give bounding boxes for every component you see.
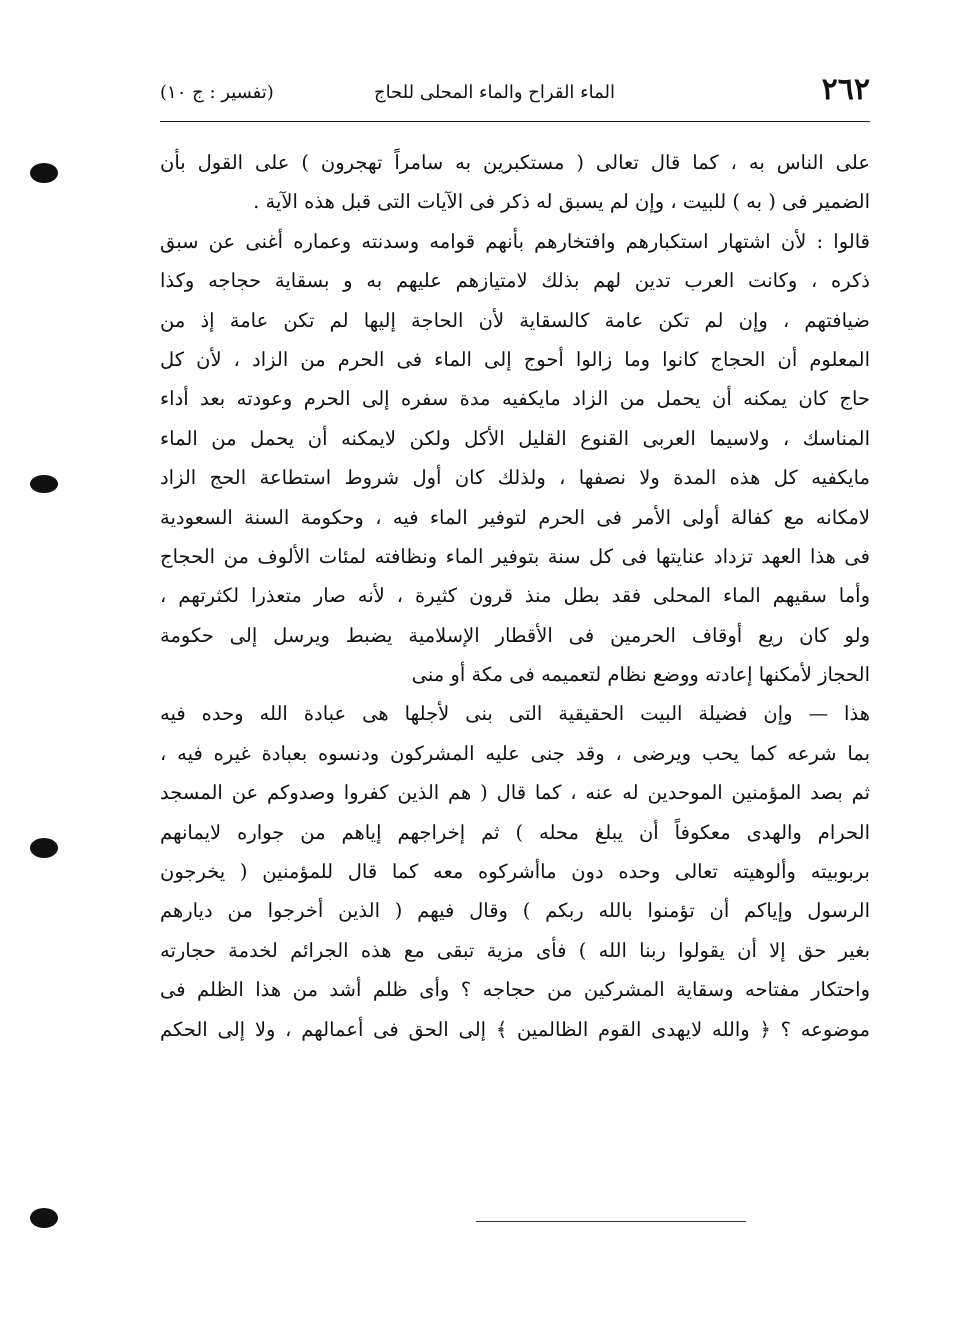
text-line: بغير حق إلا أن يقولوا ربنا الله ) فأى مزية تبقى مع هذه الجرائم لخدمة حجارته	[160, 938, 870, 962]
text-line: ذكره ، وكانت العرب تدين لهم بذلك لامتيازهم عليهم به و بسقاية حجاجه وكذا	[160, 269, 870, 293]
running-title: الماء القراح والماء المحلى للحاج	[373, 82, 615, 103]
verse-overline	[476, 1221, 746, 1222]
text-line: المعلوم أن الحجاج كانوا وما زالوا أحوج إلى الماء فى الحرم من الزاد ، لأن كل	[160, 347, 870, 371]
page-header	[160, 72, 870, 118]
text-line: موضوعه ؟ ﴿ والله لايهدى القوم الظالمين ﴾ إلى الحق فى أعمالهم ، ولا إلى الحكم	[160, 1017, 870, 1041]
text-line: على الناس به ، كما قال تعالى ( مستكبرين به سامراً تهجرون ) على القول بأن	[160, 151, 870, 174]
text-line: واحتكار مفتاحه وسقاية المشركين من حجاجه ؟ وأى ظلم أشد من هذا الظلم فى	[160, 978, 870, 1002]
text-line: الحرام والهدى معكوفاً أن يبلغ محله ) ثم إخراجهم إياهم من جواره لايمانهم	[160, 820, 870, 844]
binding-hole-mark	[30, 163, 58, 183]
text-line: فى هذا العهد تزداد عنايتها فى كل سنة بتوفير الماء ونظافته لمئات الألوف من الحجاج	[160, 544, 870, 568]
text-line: وأما سقيهم الماء المحلى فقد بطل منذ قرون كثيرة ، لأنه صار متعذرا لكثرتهم ،	[160, 584, 870, 608]
body-text	[160, 143, 870, 1049]
text-line: حاج كان يمكنه أن يحمل من الزاد مايكفيه مدة سفره إلى الحرم وعودته بعد أداء	[160, 387, 870, 411]
header-rule	[160, 121, 870, 122]
binding-hole-mark	[30, 475, 58, 493]
page-number: ٢٦٢	[821, 72, 870, 107]
text-line: قالوا : لأن اشتهار استكبارهم وافتخارهم بأنهم قوامه وسدنته وعماره أغنى عن سبق	[160, 229, 870, 253]
text-line: هذا — وإن فضيلة البيت الحقيقية التى بنى لأجلها هى عبادة الله وحده فيه	[160, 702, 870, 726]
binding-hole-mark	[30, 1208, 58, 1228]
text-line: ولو كان ريع أوقاف الحرمين فى الأقطار الإسلامية يضبط ويرسل إلى حكومة	[160, 623, 870, 647]
text-line: المناسك ، ولاسيما العربى القنوع القليل الأكل ولكن لايمكنه أن يحمل من الماء	[160, 426, 870, 450]
text-line: الضمير فى ( به ) للبيت ، وإن لم يسبق له ذكر فى الآيات التى قبل هذه الآية .	[253, 190, 870, 214]
text-line: لامكانه مع كفالة أولى الأمر فى الحرم لتوفير الماء فيه ، وحكومة السنة السعودية	[160, 505, 870, 529]
text-line: ثم بصد المؤمنين الموحدين له عنه ، كما قال ( هم الذين كفروا وصدوكم عن المسجد	[160, 781, 870, 805]
text-line: بربوبيته وألوهيته تعالى وحده دون ماأشركوه معه كما قال للمؤمنين ( يخرجون	[160, 860, 870, 884]
text-line: ضيافتهم ، وإن لم تكن عامة كالسقاية لأن الحاجة إليها لم تكن عامة إذ من	[160, 308, 870, 332]
section-label: (تفسير : ج ١٠)	[160, 82, 274, 103]
binding-hole-mark	[30, 838, 58, 858]
text-line: بما شرعه كما يحب ويرضى ، وقد جنى عليه المشركون ودنسوه بعبادة غيره فيه ،	[160, 741, 870, 765]
text-line: الحجاز لأمكنها إعادته ووضع نظام لتعميمه فى مكة أو منى	[411, 663, 870, 687]
text-line: الرسول وإياكم أن تؤمنوا بالله ربكم ) وقال فيهم ( الذين أخرجوا من ديارهم	[160, 899, 870, 923]
text-line: مايكفيه كل هذه المدة ولا نصفها ، ولذلك كان أول شروط استطاعة الحج الزاد	[160, 466, 870, 490]
